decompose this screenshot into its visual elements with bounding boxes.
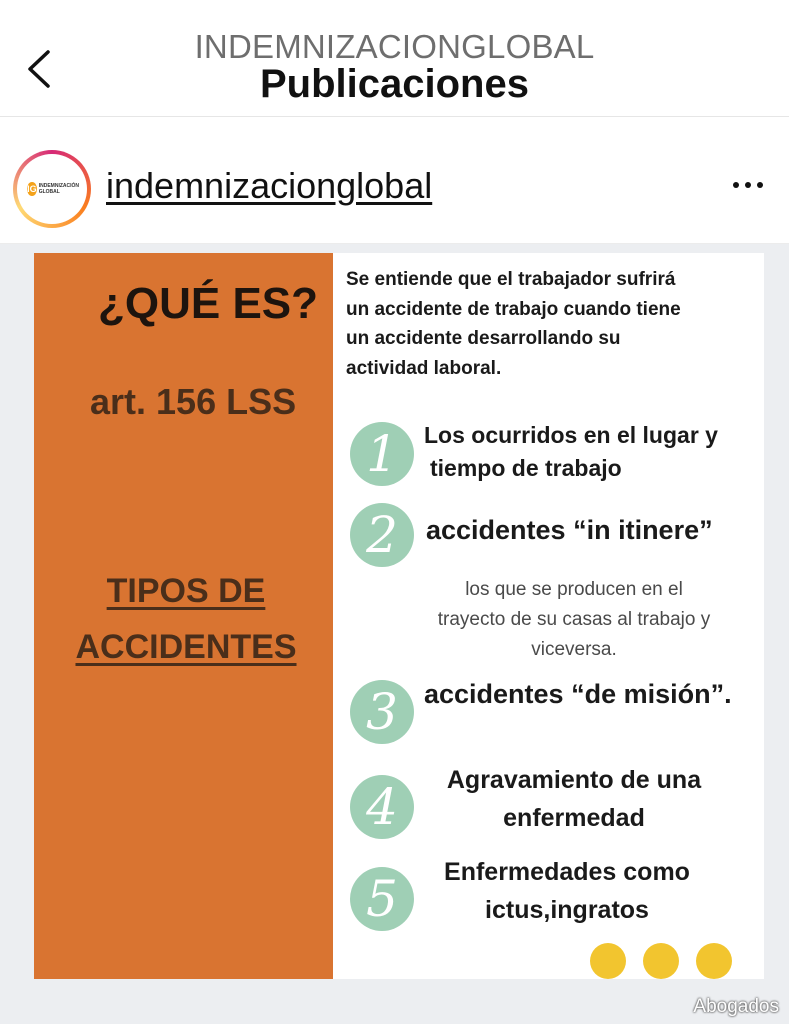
avatar-inner	[17, 154, 87, 224]
username-link[interactable]: indemnizacionglobal	[106, 165, 433, 206]
logo-mark: IG	[27, 184, 37, 194]
article-reference: art. 156 LSS	[90, 381, 297, 422]
yellow-dot-icon	[696, 943, 732, 979]
number-5-badge: 5	[350, 867, 414, 931]
post-media-area	[0, 244, 789, 1024]
avatar[interactable]	[13, 150, 91, 228]
list-item: accidentes “de misión”.	[424, 679, 732, 709]
left-panel	[34, 253, 333, 979]
post-header	[0, 117, 789, 244]
watermark: Abogados	[693, 996, 779, 1017]
top-bar	[0, 0, 789, 117]
account-name: INDEMNIZACIONGLOBAL	[194, 28, 595, 65]
yellow-dot-icon	[590, 943, 626, 979]
brand-logo	[27, 180, 79, 198]
list-item: accidentes “in itinere”	[426, 515, 713, 545]
list-item: Enfermedades como ictus,ingratos	[444, 858, 690, 924]
number-1-badge: 1	[350, 422, 414, 486]
section-title: TIPOS DE ACCIDENTES	[75, 572, 297, 666]
number-3-badge: 3	[350, 680, 414, 744]
list-item: Los ocurridos en el lugar y tiempo de trabajo	[424, 422, 718, 481]
post-image[interactable]	[34, 253, 764, 979]
intro-text: Se entiende que el trabajador sufrirá un accidente de trabajo cuando tiene un accidente desarrollando su actividad laboral.	[346, 269, 681, 379]
number-4-badge: 4	[350, 775, 414, 839]
logo-text: INDEMNIZACIÓN GLOBAL	[38, 183, 79, 195]
more-horizontal-icon	[733, 182, 739, 188]
yellow-dot-icon	[643, 943, 679, 979]
more-options-button[interactable]	[733, 182, 773, 196]
page-title: Publicaciones	[260, 62, 529, 106]
item-2-detail: los que se producen en el trayecto de su casas al trabajo y viceversa.	[437, 579, 711, 660]
list-item: Agravamiento de una enfermedad	[446, 766, 702, 832]
decorative-dots	[590, 943, 732, 979]
number-2-badge: 2	[350, 503, 414, 567]
panel-heading: ¿QUÉ ES?	[98, 279, 319, 328]
